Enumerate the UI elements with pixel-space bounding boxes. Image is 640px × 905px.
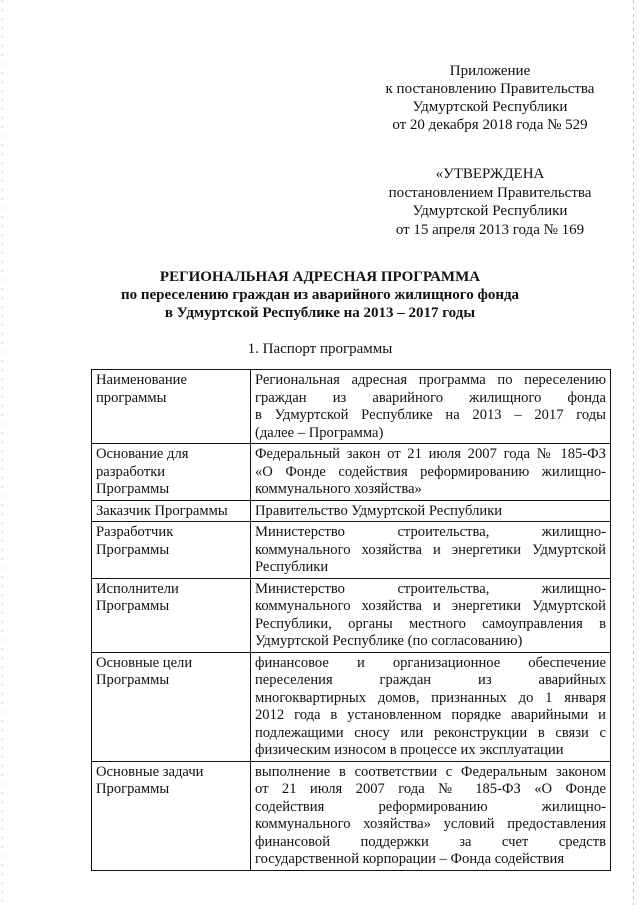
- passport-table: [91, 369, 611, 871]
- passport-value-line: Правительство Удмуртской Республики: [255, 502, 503, 519]
- passport-value-line: Федеральный закон от 21 июля 2007 года № 185-ФЗ: [255, 446, 606, 462]
- passport-value-line: коммунального хозяйства» условий предоставления: [255, 816, 606, 832]
- document-title: [60, 268, 580, 322]
- passport-label-line: разработки: [96, 463, 166, 480]
- passport-value-line: граждан из аварийного жилищного фонда: [255, 389, 606, 406]
- passport-row-value: [251, 444, 611, 501]
- passport-label-line: Основные цели: [96, 654, 193, 671]
- passport-value-line: переселения граждан из аварийных: [255, 672, 606, 688]
- passport-row-label: [92, 444, 251, 501]
- passport-row-value: [251, 652, 611, 761]
- passport-value-line: содействия реформированию жилищно-: [255, 798, 606, 815]
- passport-row-label: [92, 578, 251, 652]
- passport-value-line: выполнение в соответствии с Федеральным законом: [255, 763, 606, 780]
- approval-block: [340, 165, 640, 239]
- passport-label-line: Заказчик Программы: [96, 502, 228, 519]
- section-heading: 1. Паспорт программы: [247, 341, 393, 357]
- passport-label-line: Программы: [96, 672, 170, 688]
- approval-line: Удмуртской Республики: [412, 203, 568, 219]
- passport-value-line: коммунального хозяйства и энергетики Удмуртской: [255, 598, 606, 614]
- passport-value-line: коммунального хозяйства»: [255, 481, 422, 497]
- approval-line: постановлением Правительства: [388, 184, 592, 201]
- passport-row-value: [251, 500, 611, 522]
- passport-value-line: Удмуртской Республике (по согласованию): [255, 633, 523, 649]
- passport-value-line: Министерство строительства, жилищно-: [255, 524, 606, 540]
- passport-label-line: Программы: [96, 541, 170, 558]
- approval-line: «УТВЕРЖДЕНА: [435, 166, 545, 182]
- appendix-line: Приложение: [449, 63, 531, 79]
- passport-label-line: Программы: [96, 781, 170, 797]
- passport-value-line: Региональная адресная программа по переселению: [255, 372, 606, 388]
- passport-value-line: Республики: [255, 559, 329, 575]
- passport-row: [92, 761, 611, 870]
- passport-value-line: в Удмуртской Республике на 2013 – 2017 годы: [255, 407, 606, 423]
- passport-row: [92, 444, 611, 501]
- approval-line: от 15 апреля 2013 года № 169: [395, 221, 585, 238]
- passport-value-line: коммунального хозяйства и энергетики Удмуртской: [255, 541, 606, 558]
- passport-value-line: государственной корпорации – Фонда содействия: [255, 851, 565, 867]
- passport-row-value: [251, 522, 611, 579]
- passport-row: [92, 578, 611, 652]
- passport-label-line: Программы: [96, 598, 170, 614]
- title-line: по переселению граждан из аварийного жилищного фонда: [120, 287, 520, 303]
- passport-row-value: [251, 761, 611, 870]
- appendix-line: Удмуртской Республики: [412, 99, 568, 115]
- passport-label-line: Основные задачи: [96, 763, 204, 780]
- passport-row-label: [92, 522, 251, 579]
- title-line: РЕГИОНАЛЬНАЯ АДРЕСНАЯ ПРОГРАММА: [159, 269, 481, 285]
- passport-value-line: финансовой поддержки за счет средств: [255, 833, 606, 850]
- passport-value-line: от 21 июля 2007 года № 185-ФЗ «О Фонде: [255, 781, 606, 797]
- title-line: в Удмуртской Республике на 2013 – 2017 годы: [164, 305, 476, 321]
- passport-label-line: программы: [96, 389, 167, 406]
- passport-label-line: Основание для: [96, 446, 189, 462]
- passport-label-line: Разработчик: [96, 524, 174, 540]
- passport-value-line: «О Фонде содействия реформированию жилищно-: [255, 463, 606, 480]
- appendix-line: от 20 декабря 2018 года № 529: [392, 117, 588, 133]
- scan-edge-left: [2, 0, 3, 905]
- passport-label-line: Исполнители: [96, 580, 179, 597]
- passport-value-line: подлежащими сносу или реконструкции в связи с: [255, 724, 606, 741]
- passport-row-label: [92, 370, 251, 444]
- passport-value-line: физическим износом в процессе их эксплуатации: [255, 742, 564, 758]
- passport-value-line: Министерство строительства, жилищно-: [255, 580, 606, 597]
- passport-value-line: (далее – Программа): [255, 424, 384, 441]
- scan-edge-right: [633, 0, 634, 905]
- passport-row-value: [251, 578, 611, 652]
- appendix-block: [340, 62, 640, 134]
- passport-row-label: [92, 761, 251, 870]
- passport-value-line: 2012 года в установленном порядке аварийными и: [255, 707, 606, 723]
- passport-row: [92, 652, 611, 761]
- passport-value-line: многоквартирных домов, признанных до 1 января: [255, 689, 606, 706]
- appendix-line: к постановлению Правительства: [385, 81, 595, 97]
- passport-row-value: [251, 370, 611, 444]
- passport-row-label: [92, 500, 251, 522]
- passport-label-line: Программы: [96, 481, 170, 497]
- passport-label-line: Наименование: [96, 372, 187, 388]
- passport-value-line: финансовое и организационное обеспечение: [255, 654, 606, 671]
- passport-row: [92, 522, 611, 579]
- passport-value-line: Республики, органы местного самоуправления в: [255, 615, 606, 632]
- passport-table-body: [92, 370, 611, 871]
- passport-row-label: [92, 652, 251, 761]
- passport-row: [92, 370, 611, 444]
- passport-row: [92, 500, 611, 522]
